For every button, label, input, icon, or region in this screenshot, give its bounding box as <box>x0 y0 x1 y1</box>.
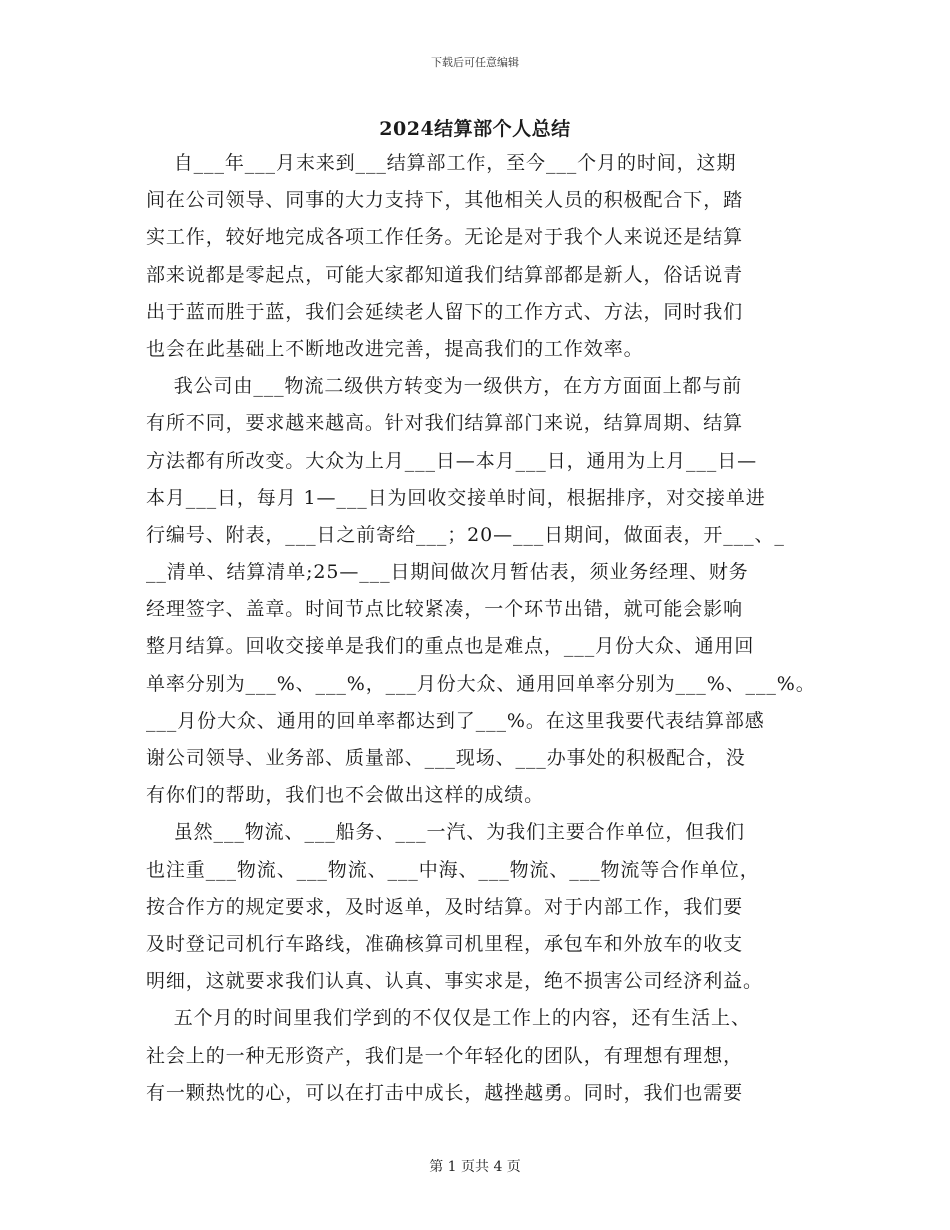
body-line: 我公司由___物流二级供方转变为一级供方，在方方面面上都与前 <box>146 375 743 398</box>
document-title: 2024结算部个人总结 <box>379 118 571 140</box>
body-line: 间在公司领导、同事的大力支持下，其他相关人员的积极配合下，踏 <box>146 189 744 212</box>
body-line: 经理签字、盖章。时间节点比较紧凑，一个环节出错，就可能会影响 <box>146 598 744 621</box>
body-line: 及时登记司机行车路线，准确核算司机里程，承包车和外放车的收支 <box>146 932 744 955</box>
body-line: 行编号、附表，___日之前寄给___；20—___日期间，做面表，开___、_ <box>146 523 785 546</box>
body-line: 社会上的一种无形资产，我们是一个年轻化的团队，有理想有理想， <box>146 1044 744 1067</box>
body-line: 也会在此基础上不断地改进完善，提高我们的工作效率。 <box>146 337 644 360</box>
document-body <box>146 145 826 1112</box>
body-line: 方法都有所改变。大众为上月___日—本月___日，通用为上月___日— <box>146 449 758 472</box>
body-line: 有一颗热忱的心，可以在打击中成长，越挫越勇。同时，我们也需要 <box>146 1081 744 1104</box>
body-line: 部来说都是零起点，可能大家都知道我们结算部都是新人，俗话说青 <box>146 263 744 286</box>
body-line: 整月结算。回收交接单是我们的重点也是难点，___月份大众、通用回 <box>146 635 755 658</box>
body-line: ___月份大众、通用的回单率都达到了___%。在这里我要代表结算部感 <box>146 709 765 732</box>
body-line: 也注重___物流、___物流、___中海、___物流、___物流等合作单位， <box>146 858 760 881</box>
body-line: 本月___日，每月 1—___日为回收交接单时间，根据排序，对交接单进 <box>146 486 766 509</box>
body-line: 出于蓝而胜于蓝，我们会延续老人留下的工作方式、方法，同时我们 <box>146 300 744 323</box>
body-line: 五个月的时间里我们学到的不仅仅是工作上的内容，还有生活上、 <box>146 1007 751 1030</box>
body-line: __清单、结算清单;25—___日期间做次月暂估表，须业务经理、财务 <box>146 561 749 584</box>
body-line: 有所不同，要求越来越高。针对我们结算部门来说，结算周期、结算 <box>146 412 744 435</box>
body-line: 明细，这就要求我们认真、认真、事实求是，绝不损害公司经济利益。 <box>146 970 763 993</box>
page-header-note: 下载后可任意编辑 <box>431 56 519 69</box>
body-line: 单率分别为___%、___%，___月份大众、通用回单率分别为___%、___%。 <box>146 672 816 695</box>
page-footer: 第 1 页共 4 页 <box>429 1159 521 1175</box>
body-line: 有你们的帮助，我们也不会做出这样的成绩。 <box>146 784 545 807</box>
body-line: 实工作，较好地完成各项工作任务。无论是对于我个人来说还是结算 <box>146 226 744 249</box>
body-line: 自___年___月末来到___结算部工作，至今___个月的时间，这期 <box>146 152 737 174</box>
body-line: 虽然___物流、___船务、___一汽、为我们主要合作单位，但我们 <box>146 821 745 844</box>
body-line: 谢公司领导、业务部、质量部、___现场、___办事处的积极配合，没 <box>146 747 746 769</box>
body-line: 按合作方的规定要求，及时返单，及时结算。对于内部工作，我们要 <box>146 895 744 918</box>
